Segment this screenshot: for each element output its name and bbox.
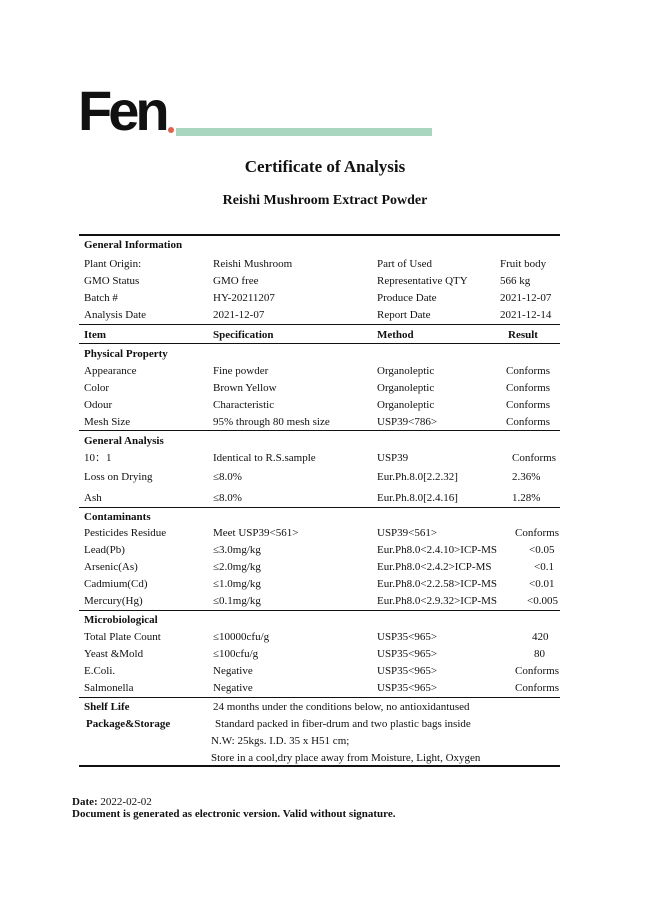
micro-row-1-col-3: 80 xyxy=(534,648,545,660)
rule-after-contaminants xyxy=(79,610,560,611)
contaminants-row-4-col-1: ≤0.1mg/kg xyxy=(213,595,261,607)
analysis-row-2-col-3: 1.28% xyxy=(512,492,541,504)
analysis-row-0-col-1: Identical to R.S.sample xyxy=(213,452,316,464)
contaminants-row-2-col-3: <0.1 xyxy=(534,561,554,573)
analysis-row-2-col-2: Eur.Ph.8.0[2.4.16] xyxy=(377,492,458,504)
column-header-method: Method xyxy=(377,329,414,341)
package-line-2: N.W: 25kgs. I.D. 35 x H51 cm; xyxy=(211,735,350,747)
physical-row-0-col-2: Organoleptic xyxy=(377,365,435,377)
column-header-specification: Specification xyxy=(213,329,274,341)
contaminants-row-4-col-3: <0.005 xyxy=(527,595,558,607)
contaminants-row-0-col-1: Meet USP39<561> xyxy=(213,527,299,539)
micro-row-1-col-1: ≤100cfu/g xyxy=(213,648,259,660)
rule-after-analysis xyxy=(79,507,560,508)
general-row-2-col-3: 2021-12-07 xyxy=(500,292,552,304)
physical-row-1-col-0: Color xyxy=(84,382,110,394)
micro-row-0-col-3: 420 xyxy=(532,631,549,643)
section-heading-analysis: General Analysis xyxy=(84,435,164,447)
contaminants-row-1-col-3: <0.05 xyxy=(529,544,555,556)
contaminants-row-1-col-2: Eur.Ph8.0<2.4.10>ICP-MS xyxy=(377,544,497,556)
footer-date-label: Date: xyxy=(72,796,98,808)
physical-row-1-col-1: Brown Yellow xyxy=(213,382,277,394)
physical-row-2-col-2: Organoleptic xyxy=(377,399,435,411)
general-row-3-col-0: Analysis Date xyxy=(84,309,147,321)
physical-row-3-col-0: Mesh Size xyxy=(84,416,131,428)
contaminants-row-2-col-2: Eur.Ph8.0<2.4.2>ICP-MS xyxy=(377,561,492,573)
micro-row-3-col-0: Salmonella xyxy=(84,682,134,694)
package-line-1: Standard packed in fiber-drum and two plastic bags inside xyxy=(215,718,471,730)
micro-row-2-col-3: Conforms xyxy=(515,665,559,677)
physical-row-1-col-3: Conforms xyxy=(506,382,550,394)
analysis-row-0-col-2: USP39 xyxy=(377,452,409,464)
analysis-row-2-col-0: Ash xyxy=(84,492,102,504)
micro-row-3-col-1: Negative xyxy=(213,682,253,694)
general-row-1-col-1: GMO free xyxy=(213,275,259,287)
physical-row-3-col-2: USP39<786> xyxy=(377,416,438,428)
general-row-3-col-1: 2021-12-07 xyxy=(213,309,265,321)
physical-row-0-col-1: Fine powder xyxy=(213,365,269,377)
section-heading-micro: Microbiological xyxy=(84,614,158,626)
physical-row-2-col-3: Conforms xyxy=(506,399,550,411)
analysis-row-0-col-0: 10：1 xyxy=(84,452,112,464)
contaminants-row-3-col-3: <0.01 xyxy=(529,578,555,590)
contaminants-row-1-col-0: Lead(Pb) xyxy=(84,544,125,556)
footer-date-value: 2022-02-02 xyxy=(100,796,152,808)
physical-row-2-col-0: Odour xyxy=(84,399,113,411)
micro-row-0-col-2: USP35<965> xyxy=(377,631,438,643)
physical-row-3-col-1: 95% through 80 mesh size xyxy=(213,416,330,428)
general-row-0-col-2: Part of Used xyxy=(377,258,432,270)
shelf-life-label: Shelf Life xyxy=(84,701,130,713)
micro-row-3-col-2: USP35<965> xyxy=(377,682,438,694)
rule-after-physical xyxy=(79,430,560,431)
package-line-3: Store in a cool,dry place away from Moisture, Light, Oxygen xyxy=(211,752,481,764)
contaminants-row-0-col-0: Pesticides Residue xyxy=(84,527,167,539)
contaminants-row-1-col-1: ≤3.0mg/kg xyxy=(213,544,261,556)
column-header-item: Item xyxy=(84,329,106,341)
micro-row-1-col-2: USP35<965> xyxy=(377,648,438,660)
micro-row-2-col-0: E.Coli. xyxy=(84,665,116,677)
general-row-1-col-2: Representative QTY xyxy=(377,275,468,287)
contaminants-row-3-col-1: ≤1.0mg/kg xyxy=(213,578,261,590)
micro-row-2-col-2: USP35<965> xyxy=(377,665,438,677)
micro-row-2-col-1: Negative xyxy=(213,665,253,677)
micro-row-1-col-0: Yeast &Mold xyxy=(84,648,144,660)
general-row-0-col-1: Reishi Mushroom xyxy=(213,258,293,270)
contaminants-row-4-col-2: Eur.Ph8.0<2.9.32>ICP-MS xyxy=(377,595,497,607)
analysis-row-0-col-3: Conforms xyxy=(512,452,556,464)
section-heading-general: General Information xyxy=(84,239,183,251)
contaminants-row-0-col-2: USP39<561> xyxy=(377,527,438,539)
micro-row-0-col-0: Total Plate Count xyxy=(84,631,161,643)
document-title: Certificate of Analysis xyxy=(244,157,406,176)
micro-row-3-col-3: Conforms xyxy=(515,682,559,694)
contaminants-row-3-col-2: Eur.Ph8.0<2.2.58>ICP-MS xyxy=(377,578,497,590)
analysis-row-1-col-3: 2.36% xyxy=(512,471,541,483)
general-row-3-col-3: 2021-12-14 xyxy=(500,309,552,321)
table-top-rule xyxy=(79,234,560,236)
physical-row-3-col-3: Conforms xyxy=(506,416,550,428)
rule-before-columns xyxy=(79,324,560,325)
package-storage-label: Package&Storage xyxy=(86,718,171,730)
logo-accent-bar xyxy=(176,128,432,136)
footer-note: Document is generated as electronic version. Valid without signature. xyxy=(72,808,396,820)
general-row-2-col-2: Produce Date xyxy=(377,292,437,304)
contaminants-row-2-col-0: Arsenic(As) xyxy=(84,561,138,573)
analysis-row-2-col-1: ≤8.0% xyxy=(213,492,242,504)
general-row-2-col-1: HY-20211207 xyxy=(213,292,275,304)
section-heading-contaminants: Contaminants xyxy=(84,511,151,523)
physical-row-1-col-2: Organoleptic xyxy=(377,382,435,394)
physical-row-0-col-0: Appearance xyxy=(84,365,137,377)
micro-row-0-col-1: ≤10000cfu/g xyxy=(213,631,270,643)
contaminants-row-0-col-3: Conforms xyxy=(515,527,559,539)
company-logo: Fen xyxy=(78,79,166,142)
product-name: Reishi Mushroom Extract Powder xyxy=(222,193,428,208)
general-row-1-col-0: GMO Status xyxy=(84,275,140,287)
general-row-1-col-3: 566 kg xyxy=(500,275,531,287)
general-row-3-col-2: Report Date xyxy=(377,309,431,321)
table-bottom-rule xyxy=(79,765,560,767)
section-heading-physical: Physical Property xyxy=(84,348,168,360)
shelf-life-text: 24 months under the conditions below, no antioxidantused xyxy=(213,701,470,713)
contaminants-row-4-col-0: Mercury(Hg) xyxy=(84,595,143,607)
analysis-row-1-col-0: Loss on Drying xyxy=(84,471,153,483)
logo-dot xyxy=(168,127,174,133)
general-row-0-col-3: Fruit body xyxy=(500,258,547,270)
rule-after-micro xyxy=(79,697,560,698)
general-row-0-col-0: Plant Origin: xyxy=(84,258,142,270)
rule-after-columns xyxy=(79,343,560,344)
physical-row-2-col-1: Characteristic xyxy=(213,399,275,411)
analysis-row-1-col-2: Eur.Ph.8.0[2.2.32] xyxy=(377,471,458,483)
general-row-2-col-0: Batch # xyxy=(84,292,118,304)
analysis-row-1-col-1: ≤8.0% xyxy=(213,471,242,483)
column-header-result: Result xyxy=(508,329,538,341)
physical-row-0-col-3: Conforms xyxy=(506,365,550,377)
contaminants-row-2-col-1: ≤2.0mg/kg xyxy=(213,561,261,573)
contaminants-row-3-col-0: Cadmium(Cd) xyxy=(84,578,148,590)
